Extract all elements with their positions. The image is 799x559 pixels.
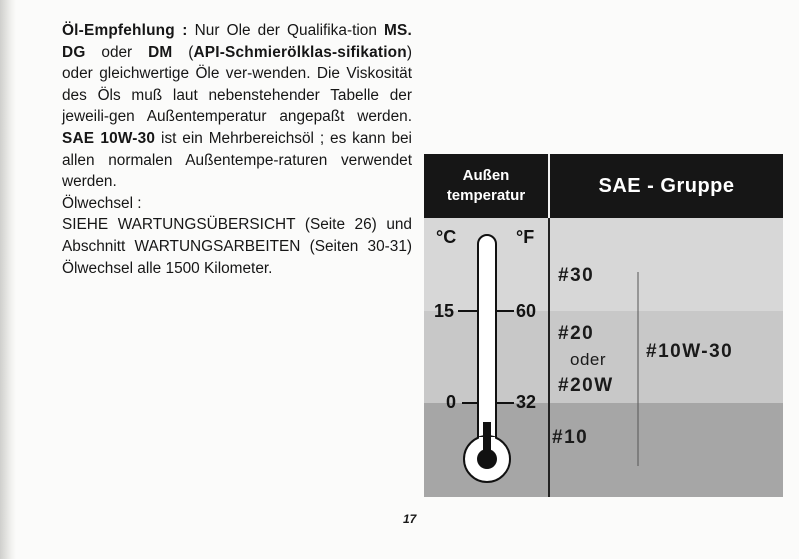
scale-0c: 0 [446, 392, 457, 412]
oil-change-text: SIEHE WARTUNGSÜBERSICHT (Seite 26) und Abschnitt WARTUNGSARBEITEN (Seiten 30-31) Ölwechsel alle 1500 Kilometer. [62, 216, 412, 277]
grade-sae-10w30: #10W-30 [646, 341, 734, 362]
text-column [62, 20, 412, 279]
api-classification-label: API-Schmierölklas-sifikation [193, 43, 407, 61]
header-outside-temperature [424, 154, 548, 218]
oil-recommendation-paragraph [62, 20, 412, 193]
grade-or-label: oder [570, 350, 607, 369]
sae-10w30-label: SAE 10W-30 [62, 129, 156, 147]
ms-dg-label: MS. DG [62, 22, 412, 61]
intro-text-2: oder [85, 43, 149, 61]
scale-15c: 15 [434, 301, 455, 321]
scale-32f: 32 [516, 392, 537, 412]
intro-text-1: Nur Ole der Qualifika-tion [187, 22, 385, 39]
page-edge-shadow [0, 0, 16, 559]
grade-sae-10: #10 [552, 427, 589, 448]
oil-recommendation-label: Öl-Empfehlung : [62, 22, 188, 39]
celsius-unit: °C [436, 227, 457, 247]
header-temp-line1: Außen [462, 167, 510, 184]
grade-sae-20: #20 [558, 323, 595, 344]
grade-sae-30: #30 [558, 265, 595, 286]
oil-change-heading: Ölwechsel : [62, 194, 142, 212]
header-temp-line2: temperatur [446, 187, 526, 204]
dm-label: DM [148, 43, 173, 61]
scale-60f: 60 [516, 301, 537, 321]
oil-viscosity-table [424, 154, 783, 497]
intro-text-3: ( [172, 43, 194, 61]
grade-sae-20w: #20W [558, 375, 614, 396]
header-sae-group: SAE - Gruppe [598, 174, 735, 197]
page-number: 17 [403, 512, 417, 526]
intro-text-4: ) oder gleichwertige Öle ver-wenden. Die Viskosität des Öls muß laut nebenstehender Tabelle der jeweili-gen Außentemperatur angepaßt werden. [62, 43, 413, 126]
fahrenheit-unit: °F [516, 227, 535, 247]
intro-text-5: ist ein Mehrbereichsöl ; es kann bei allen normalen Außentempe-raturen verwendet werden. [62, 129, 412, 191]
